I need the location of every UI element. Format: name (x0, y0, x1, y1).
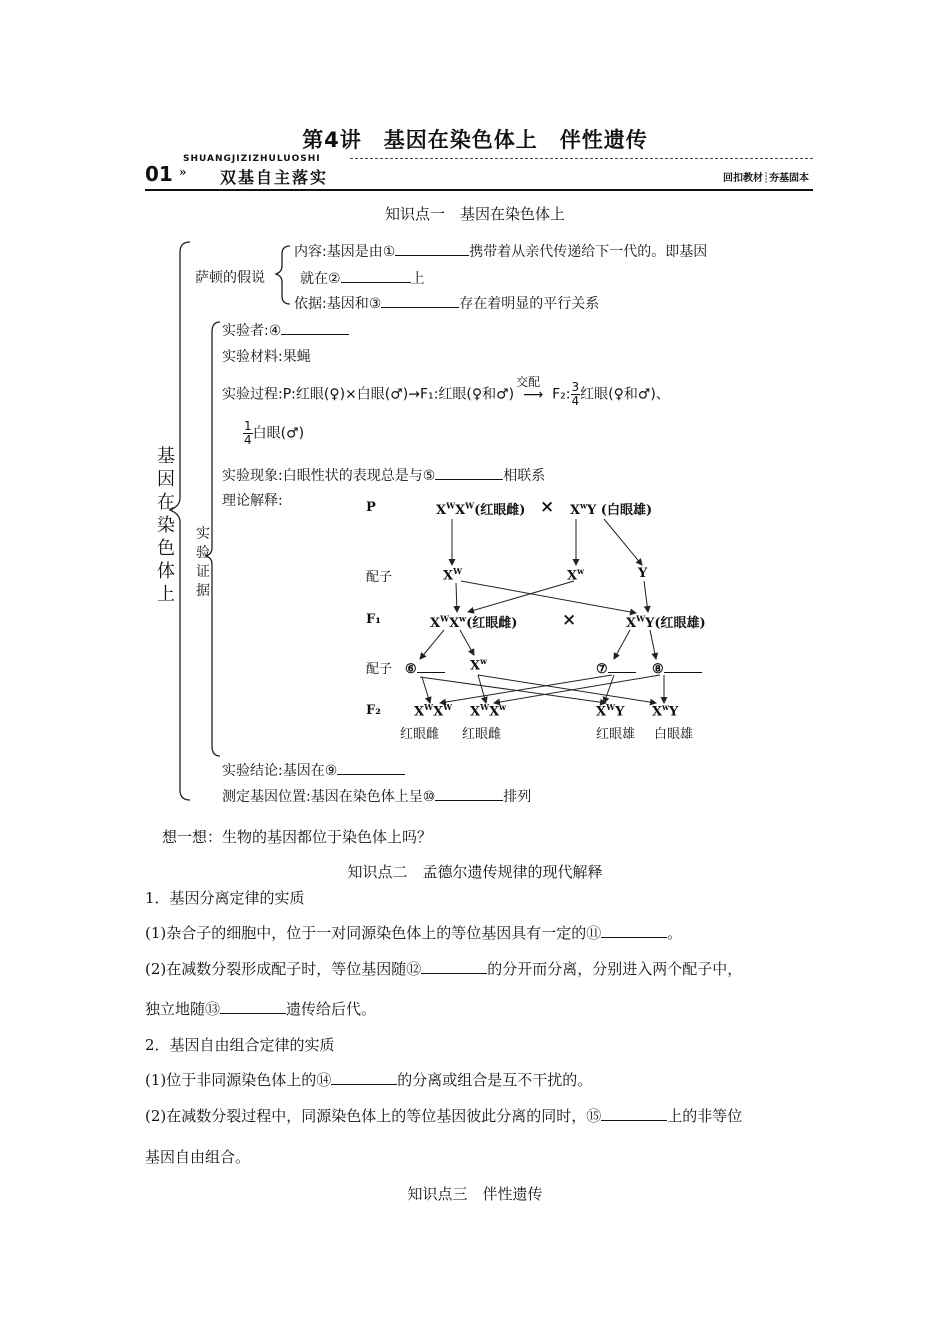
gamete-blank-8[interactable] (652, 658, 702, 677)
kp2-heading-1: 1．基因分离定律的实质 (145, 889, 305, 907)
position-text-b: 排列 (503, 789, 532, 805)
p-cross-sign: × (540, 497, 555, 517)
kp2-para-2-b: 的分开而分离，分别进入两个配子中， (487, 960, 743, 978)
gamete-y: Y (638, 566, 648, 581)
kp2-para-3-b: 的分离或组合是互不干扰的。 (397, 1071, 593, 1089)
row-label-f1: F₁ (366, 612, 381, 627)
experimenter-text: 实验者:④ (222, 323, 282, 339)
kp2-para-4-cont: 基因自由组合。 (145, 1148, 251, 1166)
gamete-xw-3: $X^w$ (470, 656, 487, 674)
hypothesis-label: 萨顿的假说 (195, 270, 265, 286)
kp2-para-1 (145, 922, 682, 943)
f2-label-4: 白眼雄 (654, 727, 694, 742)
tagline-b: 夯基固本 (769, 173, 809, 184)
blank-10[interactable] (435, 786, 503, 801)
kp2-para-2-d: 遗传给后代。 (286, 1000, 377, 1018)
f2-label-3: 红眼雄 (596, 727, 636, 742)
blank-15[interactable] (601, 1106, 667, 1121)
f2-label-2: 红眼雌 (462, 727, 502, 742)
blank-12[interactable] (421, 959, 487, 974)
f1-female-label: (红眼雌) (466, 616, 518, 631)
blank-5[interactable] (435, 465, 503, 480)
blank-3[interactable] (381, 293, 459, 308)
phenomenon-text-a: 实验现象:白眼性状的表现总是与⑤ (222, 468, 436, 484)
kp2-para-2-cont (145, 998, 376, 1019)
content-text-d: 上 (410, 271, 425, 287)
basis-text-b: 存在着明显的平行关系 (459, 296, 600, 312)
theory-label: 理论解释: (222, 493, 283, 509)
kp2-para-1-end: 。 (667, 924, 683, 942)
blank-7[interactable] (608, 658, 636, 673)
blank-2[interactable] (341, 268, 411, 283)
f1-female-genotype: $X^WX^w$(红眼雌) (430, 613, 518, 631)
f2-genotype-2: $X^WX^w$ (470, 702, 507, 720)
f1-cross-sign: × (562, 610, 577, 630)
kp2-para-4-a: (2)在减数分裂过程中，同源染色体上的等位基因彼此分离的同时，⑮ (145, 1107, 602, 1125)
blank-13[interactable] (220, 999, 286, 1014)
section-heading: 双基自主落实 (220, 168, 329, 187)
position-line (222, 786, 531, 806)
row-label-p: P (366, 500, 376, 515)
kp2-para-2 (145, 958, 742, 979)
long-arrow-icon: ⟶ (523, 386, 544, 403)
blank-11[interactable] (601, 923, 667, 938)
kp2-para-2-a: (2)在减数分裂形成配子时，等位基因随⑫ (145, 960, 422, 978)
content-text-b: 携带着从亲代传递给下一代的。即基因 (469, 244, 708, 260)
section-rule (145, 189, 813, 191)
row-label-gamete-1: 配子 (366, 570, 393, 585)
phenomenon-line (222, 465, 545, 485)
process-line (222, 374, 670, 408)
arrow-icon: → (408, 386, 420, 403)
kp2-title: 知识点二 孟德尔遗传规律的现代解释 (347, 863, 603, 881)
process-text-a: 实验过程:P:红眼(♀)×白眼(♂) (222, 386, 409, 403)
content-line-2 (300, 268, 425, 288)
content-line-1 (294, 241, 707, 261)
kp2-heading-2: 2．基因自由组合定律的实质 (145, 1036, 335, 1054)
section-number: 01 (145, 161, 175, 187)
kp2-para-3 (145, 1069, 592, 1090)
gamete-xw-2: $X^w$ (567, 566, 584, 584)
p-female-label: (红眼雌) (474, 503, 526, 518)
conclusion-line (222, 760, 405, 780)
process-line-2 (243, 420, 304, 447)
p-female-genotype: $X^WX^W$(红眼雌) (436, 500, 526, 518)
content-text-c: 就在② (300, 271, 341, 287)
blank-8[interactable] (664, 658, 702, 673)
kp2-para-4-b: 上的非等位 (667, 1107, 743, 1125)
blank-9[interactable] (337, 760, 405, 775)
basis-text-a: 依据:基因和③ (294, 296, 382, 312)
phenomenon-text-b: 相联系 (503, 468, 546, 484)
f2-label-1: 红眼雌 (400, 727, 440, 742)
section-tagline (723, 169, 809, 184)
kp1-title: 知识点一 基因在染色体上 (384, 205, 565, 223)
f2-genotype-1: $X^WX^W$ (414, 702, 453, 720)
double-arrow-icon: » (179, 165, 187, 179)
fraction-3-4 (571, 381, 581, 408)
content-text-a: 内容:基因是由① (294, 244, 396, 260)
section-band (145, 152, 813, 192)
position-text-a: 测定基因位置:基因在染色体上呈⑩ (222, 789, 436, 805)
process-text-c: F₂: (552, 386, 571, 403)
blank-14[interactable] (331, 1070, 397, 1085)
f1-male-genotype: $X^WY$(红眼雄) (626, 613, 706, 631)
tagline-divider: ┊ (762, 173, 769, 184)
kp2-para-4 (145, 1105, 742, 1126)
kp2-para-2-c: 独立地随⑬ (145, 1000, 221, 1018)
dotted-rule (350, 158, 813, 159)
basis-line (294, 293, 599, 313)
p-male-genotype: $X^wY$ (白眼雄) (570, 500, 653, 518)
frac-den: 4 (244, 433, 252, 447)
frac-num: 3 (571, 380, 580, 394)
side-title: 基因在染色体上 (157, 446, 175, 605)
blank-1[interactable] (395, 241, 469, 256)
blank-7-marker: ⑦ (596, 662, 608, 677)
hypothesis-brace (276, 246, 290, 304)
material-line: 实验材料:果蝇 (222, 349, 311, 365)
think-question: 想一想：生物的基因都位于染色体上吗？ (162, 828, 433, 846)
tagline-a: 回扣教材 (722, 173, 763, 184)
kp2-para-3-a: (1)位于非同源染色体上的⑭ (145, 1071, 332, 1089)
gamete-xw-1: $X^W$ (443, 566, 463, 584)
gamete-blank-6[interactable] (405, 658, 445, 677)
mating-arrow (514, 374, 552, 403)
gamete-blank-7[interactable] (596, 658, 636, 677)
f2-genotype-4: $X^wY$ (652, 702, 679, 720)
experimenter-line (222, 320, 349, 340)
blank-6[interactable] (417, 658, 445, 673)
p-male-label: (白眼雄) (600, 503, 653, 518)
frac-num: 1 (244, 419, 252, 433)
blank-4[interactable] (281, 320, 349, 335)
kp2-para-1-text: (1)杂合子的细胞中，位于一对同源染色体上的等位基因具有一定的⑪ (145, 924, 602, 942)
blank-8-marker: ⑧ (652, 662, 664, 677)
kp3-title: 知识点三 伴性遗传 (407, 1185, 543, 1203)
row-label-f2: F₂ (366, 703, 381, 718)
f2-genotype-3: $X^WY$ (596, 702, 625, 720)
frac-den: 4 (571, 394, 580, 408)
blank-6-marker: ⑥ (405, 662, 417, 677)
process-text-e: 白眼(♂) (252, 425, 305, 442)
process-text-d: 红眼(♀和♂)、 (580, 386, 670, 403)
evidence-label: 实验证据 (196, 526, 210, 599)
page-title: 第4讲 基因在染色体上 伴性遗传 (302, 128, 648, 152)
fraction-1-4 (243, 420, 253, 447)
conclusion-text: 实验结论:基因在⑨ (222, 763, 338, 779)
f1-male-label: (红眼雄) (654, 616, 706, 631)
row-label-gamete-2: 配子 (366, 662, 393, 677)
mating-label: 交配 (516, 374, 541, 389)
process-text-b: F₁:红眼(♀和♂) (420, 386, 515, 403)
section-pinyin: SHUANGJIZIZHULUOSHI (183, 154, 321, 164)
